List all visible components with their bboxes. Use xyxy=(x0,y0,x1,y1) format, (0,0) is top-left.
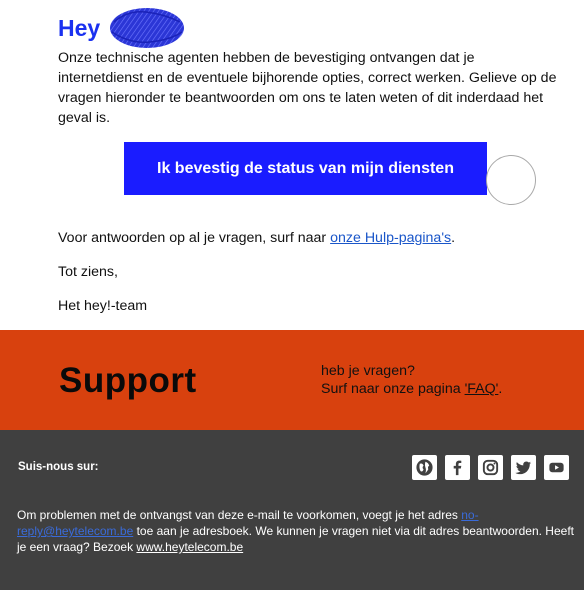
social-links xyxy=(412,455,569,480)
greeting xyxy=(58,6,186,50)
goodbye-line: Tot ziens, xyxy=(58,264,118,280)
footer-note-mid: toe aan je adresboek. We kunnen je vragen niet via dit adres beantwoorden. Heeft je een vraag? Bezoek xyxy=(17,524,574,554)
footer-note-prefix: Om problemen met de ontvangst van deze e-mail te voorkomen, voegt je het adres xyxy=(17,508,462,522)
redacted-name-scribble xyxy=(108,6,186,50)
facebook-icon[interactable] xyxy=(445,455,470,480)
intro-paragraph: Onze technische agenten hebben de bevestiging ontvangen dat je internetdienst en de eventuele bijhorende opties, correct werken. Gelieve op de vragen hieronder te beantwoorden om ons te laten weten of dit inderdaad het geval is. xyxy=(58,50,557,126)
support-banner xyxy=(0,330,584,430)
website-link[interactable]: www.heytelecom.be xyxy=(136,540,244,554)
cursor-indicator xyxy=(486,155,536,205)
help-line xyxy=(58,228,455,248)
signature-line: Het hey!-team xyxy=(58,298,148,314)
help-suffix: . xyxy=(451,230,456,246)
greeting-hey: Hey xyxy=(58,14,101,41)
support-text xyxy=(321,362,502,398)
support-faq-prefix: Surf naar onze pagina xyxy=(321,381,465,397)
confirm-services-button[interactable]: Ik bevestig de status van mijn diensten xyxy=(124,142,487,195)
globe-icon[interactable] xyxy=(412,455,437,480)
footer xyxy=(0,430,584,590)
support-faq-suffix: . xyxy=(498,381,503,397)
help-page-link[interactable]: onze Hulp-pagina's xyxy=(330,230,452,246)
instagram-icon[interactable] xyxy=(478,455,503,480)
faq-link[interactable]: 'FAQ' xyxy=(464,381,499,397)
youtube-icon[interactable] xyxy=(544,455,569,480)
help-prefix: Voor antwoorden op al je vragen, surf naar xyxy=(58,230,331,246)
support-title: Support xyxy=(59,361,197,400)
support-faq-line xyxy=(321,380,502,398)
follow-us-label: Suis-nous sur: xyxy=(18,461,99,473)
footer-note xyxy=(17,507,577,555)
noreply-email-link[interactable]: no-reply@heytelecom.be xyxy=(17,508,479,538)
support-question: heb je vragen? xyxy=(321,363,415,379)
twitter-icon[interactable] xyxy=(511,455,536,480)
